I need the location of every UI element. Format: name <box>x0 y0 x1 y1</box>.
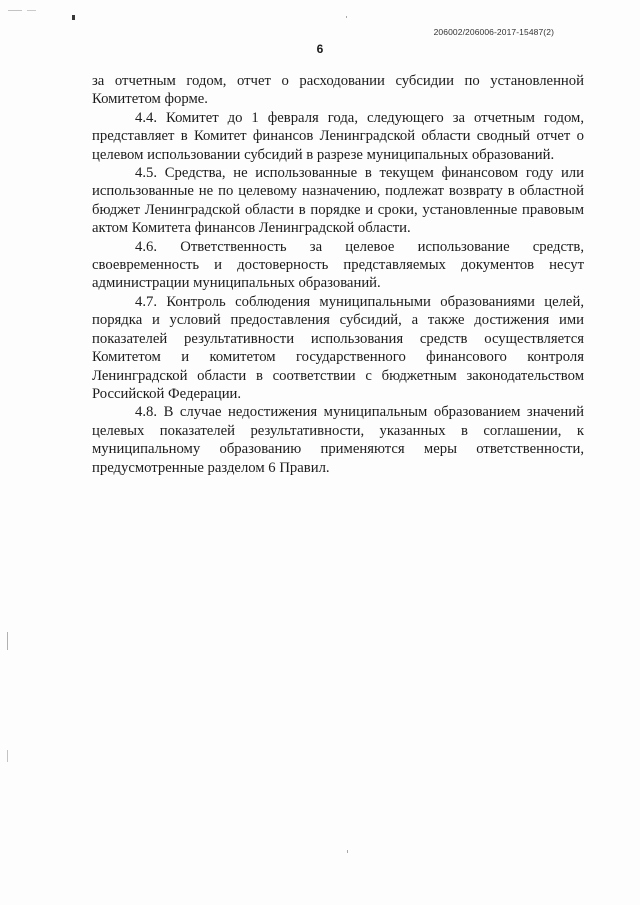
page-number: 6 <box>316 42 324 56</box>
paragraph-4-6: 4.6. Ответственность за целевое использование средств, своевременность и достоверность представляемых документов несут администрации муниципальных образований. <box>92 238 584 292</box>
scan-speck <box>346 16 347 18</box>
scan-speck <box>7 632 8 650</box>
scan-speck <box>8 10 22 11</box>
scan-speck <box>7 750 8 762</box>
paragraph-4-5: 4.5. Средства, не использованные в текущем финансовом году или использованные не по целевому назначению, подлежат возврату в областной бюджет Ленинградской области в порядке и сроки, установленные правовым актом Комитета финансов Ленинградской области. <box>92 165 584 237</box>
paragraph-4-3-continued: за отчетным годом, отчет о расходовании субсидии по установленной Комитетом форме. <box>92 73 584 108</box>
scan-speck <box>27 10 36 11</box>
document-body <box>92 72 584 477</box>
paragraph-4-7: 4.7. Контроль соблюдения муниципальными образованиями целей, порядка и условий предоставления субсидий, а также достижения ими показателей результативности использования средств осуществляется Комитетом и комитетом государственного финансового контроля Ленинградской области в соответствии с бюджетным законодательством Российской Федерации. <box>92 293 584 402</box>
scan-speck <box>72 15 75 20</box>
paragraph-4-8: 4.8. В случае недостижения муниципальным образованием значений целевых показателей результативности, указанных в соглашении, к муниципальному образованию применяются меры ответственности, предусмотренные разделом 6 Правил. <box>92 404 584 476</box>
scan-speck <box>347 850 348 853</box>
paragraph-4-4: 4.4. Комитет до 1 февраля года, следующего за отчетным годом, представляет в Комитет финансов Ленинградской области сводный отчет о целевом использовании субсидий в разрезе муниципальных образований. <box>92 109 584 163</box>
document-reference-code: 206002/206006-2017-15487(2) <box>433 27 554 37</box>
